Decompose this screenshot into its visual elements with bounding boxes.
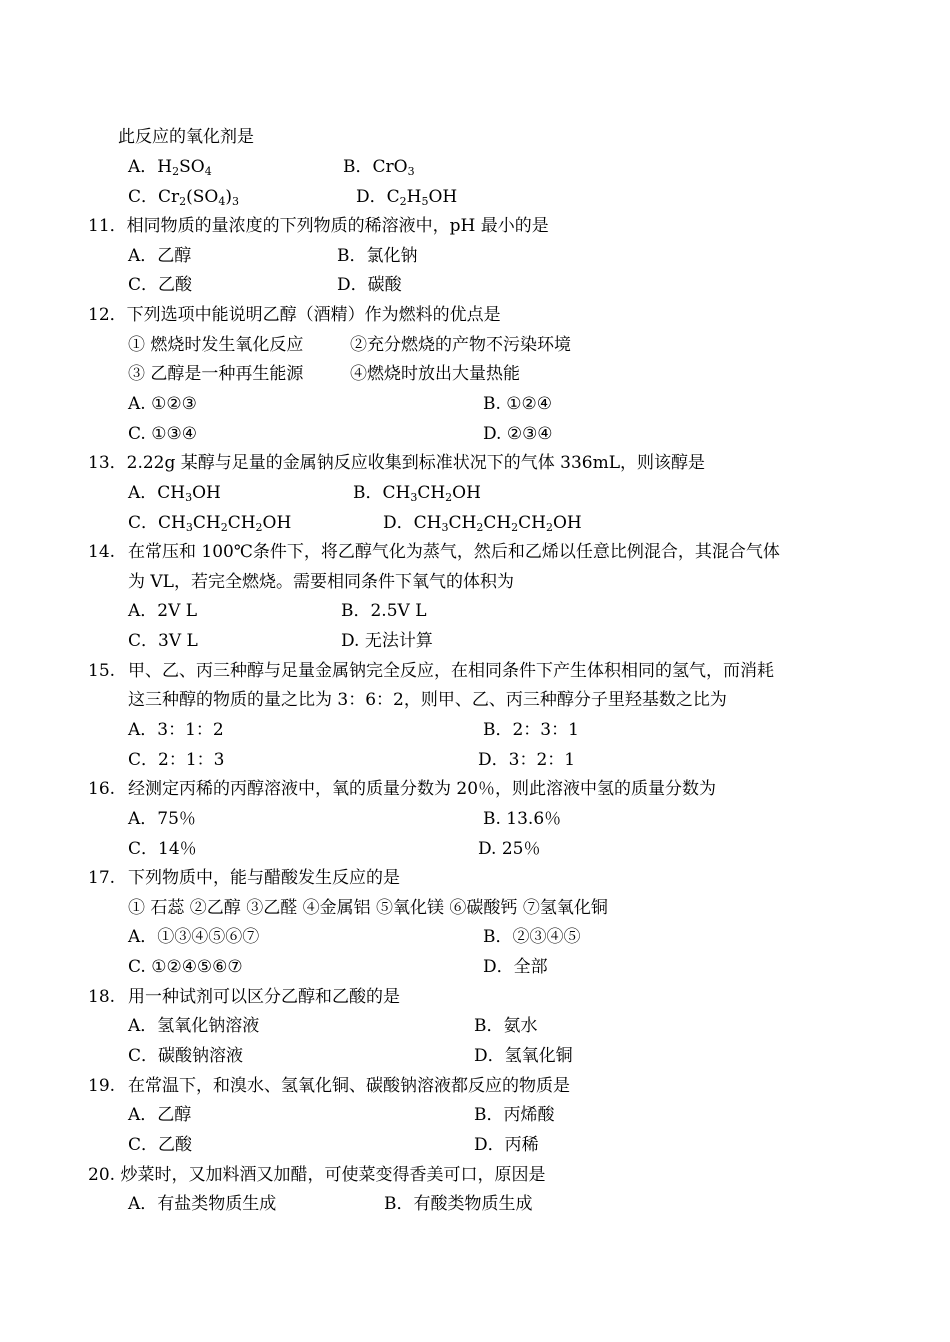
- q13-option-d: D．$CH_3CH_2CH_2CH_2OH$: [383, 513, 582, 534]
- q12-statement-1: ① 燃烧时发生氧化反应: [128, 335, 304, 355]
- q13-option-a: A．$CH_3OH$: [128, 483, 221, 504]
- q11-option-c: C．乙酸: [128, 275, 193, 295]
- q11-option-a: A．乙醇: [128, 246, 192, 266]
- q10-option-c: C．$Cr_2(SO_4)_3$: [128, 187, 240, 208]
- q17-option-d: D．全部: [483, 957, 548, 977]
- q12-statement-3: ③ 乙醇是一种再生能源: [128, 364, 304, 384]
- q20-stem: 20. 炒菜时，又加料酒又加醋，可使菜变得香美可口，原因是: [88, 1165, 546, 1185]
- q12-option-a: A. ①②③: [128, 394, 197, 414]
- q14-option-d: D. 无法计算: [341, 631, 433, 651]
- q18-stem: 用一种试剂可以区分乙醇和乙酸的是: [128, 987, 400, 1007]
- q17-option-b: B．②③④⑤: [483, 927, 581, 947]
- q16-option-d: D. 25％: [478, 839, 541, 859]
- q13-stem: 13．2.22g 某醇与足量的金属钠反应收集到标准状况下的气体 336mL，则该醇是: [88, 453, 706, 473]
- q12-option-b: B. ①②④: [483, 394, 553, 414]
- q10-option-d: D．$C_2H_5OH$: [356, 187, 458, 208]
- q16-number: 16.: [88, 779, 116, 799]
- q20-option-a: A．有盐类物质生成: [128, 1194, 277, 1214]
- q10-option-b: B．CrO$_3$: [343, 157, 415, 178]
- q15-option-a: A．3：1：2: [128, 720, 224, 740]
- q12-option-d: D. ②③④: [483, 424, 553, 444]
- q11-stem: 11．相同物质的量浓度的下列物质的稀溶液中，pH 最小的是: [88, 216, 549, 236]
- q19-option-d: D．丙稀: [474, 1135, 539, 1155]
- q15-stem-line2: 这三种醇的物质的量之比为 3：6：2，则甲、乙、丙三种醇分子里羟基数之比为: [128, 690, 727, 710]
- q12-statement-2: ②充分燃烧的产物不污染环境: [350, 335, 571, 355]
- q14-stem-line2: 为 VL，若完全燃烧。需要相同条件下氧气的体积为: [128, 572, 514, 592]
- q16-option-c: C．14％: [128, 839, 197, 859]
- q15-option-d: D．3：2：1: [478, 750, 576, 770]
- q17-option-c: C. ①②④⑤⑥⑦: [128, 957, 243, 977]
- q14-option-b: B．2.5V L: [341, 601, 427, 621]
- q14-number: 14.: [88, 542, 116, 562]
- q15-option-b: B．2：3：1: [483, 720, 579, 740]
- q13-option-c: C．$CH_3CH_2CH_2OH$: [128, 513, 292, 534]
- q12-stem: 12．下列选项中能说明乙醇（酒精）作为燃料的优点是: [88, 305, 501, 325]
- q16-stem: 经测定丙稀的丙醇溶液中，氧的质量分数为 20％，则此溶液中氢的质量分数为: [128, 779, 717, 799]
- q15-option-c: C．2：1：3: [128, 750, 225, 770]
- q19-option-b: B．丙烯酸: [474, 1105, 555, 1125]
- q17-items: ① 石蕊 ②乙醇 ③乙醛 ④金属铝 ⑤氧化镁 ⑥碳酸钙 ⑦氢氧化铜: [128, 898, 608, 918]
- q11-option-d: D．碳酸: [337, 275, 402, 295]
- q18-option-c: C．碳酸钠溶液: [128, 1046, 244, 1066]
- q16-option-b: B. 13.6％: [483, 809, 562, 829]
- q15-number: 15.: [88, 661, 116, 681]
- q12-option-c: C. ①③④: [128, 424, 197, 444]
- q18-option-b: B．氨水: [474, 1016, 538, 1036]
- q10-option-a: A．$H_2SO_4$: [128, 157, 212, 178]
- q14-option-a: A．2V L: [128, 601, 198, 621]
- q18-option-d: D．氢氧化铜: [474, 1046, 573, 1066]
- q19-option-a: A．乙醇: [128, 1105, 192, 1125]
- q18-option-a: A．氢氧化钠溶液: [128, 1016, 260, 1036]
- q13-option-b: B．$CH_3CH_2OH$: [353, 483, 481, 504]
- q15-stem-line1: 甲、乙、丙三种醇与足量金属钠完全反应，在相同条件下产生体积相同的氢气，而消耗: [128, 661, 774, 681]
- q20-option-b: B．有酸类物质生成: [384, 1194, 533, 1214]
- q14-stem-line1: 在常压和 100℃条件下，将乙醇气化为蒸气，然后和乙烯以任意比例混合，其混合气体: [128, 542, 780, 562]
- q11-option-b: B．氯化钠: [337, 246, 418, 266]
- q16-option-a: A．75％: [128, 809, 196, 829]
- q19-option-c: C．乙酸: [128, 1135, 193, 1155]
- q12-statement-4: ④燃烧时放出大量热能: [350, 364, 520, 384]
- q17-stem: 下列物质中，能与醋酸发生反应的是: [128, 868, 400, 888]
- q18-number: 18.: [88, 987, 116, 1007]
- q17-number: 17.: [88, 868, 116, 888]
- q10-stem-tail: 此反应的氧化剂是: [118, 127, 254, 147]
- q14-option-c: C．3V L: [128, 631, 198, 651]
- q19-stem: 在常温下，和溴水、氢氧化铜、碳酸钠溶液都反应的物质是: [128, 1076, 570, 1096]
- q17-option-a: A．①③④⑤⑥⑦: [128, 927, 260, 947]
- q19-number: 19.: [88, 1076, 116, 1096]
